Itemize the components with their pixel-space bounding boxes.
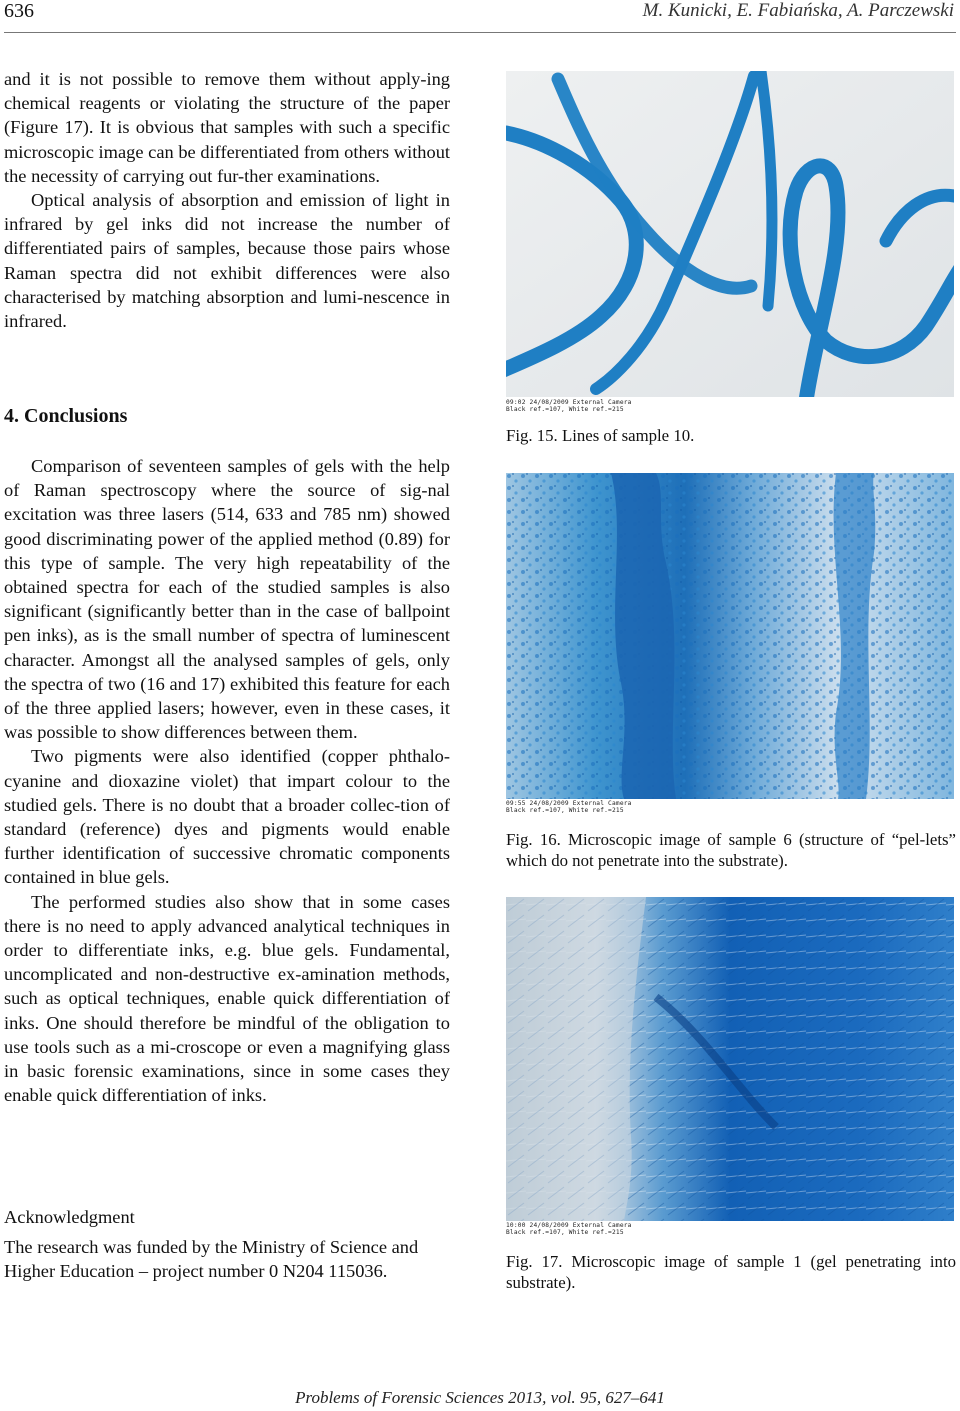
- figure-16-caption: Fig. 16. Microscopic image of sample 6 (structure of “pel-lets” which do not penetrate into the substrate).: [506, 830, 956, 870]
- stamp-line: 10:00 24/08/2009 External Camera: [506, 1222, 632, 1229]
- paragraph-conclusions-3: The performed studies also show that in some cases there is no need to apply advanced analytical techniques in order to differentiate inks, e.g. blue gels. Fundamental, uncomplicated and non-destructive ex-amination methods, such as optical techniques, enable quick differentiation of inks. One should therefore be mindful of the obligation to use tools such as a mi-croscope or even a magnifying glass in basic forensic examinations, since in some cases they enable quick differentiation of inks.: [4, 891, 450, 1106]
- paragraph-continued: and it is not possible to remove them without apply-ing chemical reagents or violating the structure of the paper (Figure 17). It is obvious that samples with such a specific microscopic image can be differentiated from others without the necessity of carrying out fur-ther examinations.: [4, 69, 450, 186]
- figure-16-stamp: [506, 800, 632, 814]
- figure-17-caption: Fig. 17. Microscopic image of sample 1 (gel penetrating into substrate).: [506, 1252, 956, 1292]
- header-divider: [4, 32, 956, 33]
- figure-17-stamp: [506, 1222, 632, 1236]
- stamp-line: Black ref.=107, White ref.=215: [506, 807, 624, 814]
- paragraph-conclusions-1: Comparison of seventeen samples of gels with the help of Raman spectroscopy where the source of sig-nal excitation was three lasers (514, 633 and 785 nm) showed good discriminating power of the applied method (0.89) for this type of sample. The very high repeatability of the obtained spectra for each of the studied samples is also significant (significantly better than in the case of ballpoint pen inks), as is the small number of spectra of luminescent character. Amongst all the analysed samples of gels, only the spectra of two (16 and 17) exhibited this feature for each of the three applied lasers; however, even in these cases, it was possible to show differences between them.: [4, 456, 450, 743]
- left-column-top: [4, 67, 450, 333]
- stamp-line: 09:02 24/08/2009 External Camera: [506, 399, 632, 406]
- stamp-line: 09:55 24/08/2009 External Camera: [506, 800, 632, 807]
- figure-15-stamp: [506, 399, 632, 413]
- figure-16-image: [506, 473, 954, 799]
- left-column-conclusions: [4, 454, 450, 1107]
- acknowledgment-text: The research was funded by the Ministry of Science and Higher Education – project number 0 N204 115036.: [4, 1237, 419, 1282]
- section-title: 4. Conclusions: [4, 405, 128, 427]
- figure-15-image: [506, 71, 954, 397]
- journal-footer: Problems of Forensic Sciences 2013, vol. 95, 627–641: [295, 1388, 665, 1407]
- running-header-authors: M. Kunicki, E. Fabiańska, A. Parczewski: [642, 0, 954, 21]
- stamp-line: Black ref.=107, White ref.=215: [506, 1229, 624, 1236]
- stamp-line: Black ref.=107, White ref.=215: [506, 406, 624, 413]
- figure-17-image: [506, 897, 954, 1221]
- page-number: 636: [4, 0, 34, 22]
- paragraph-conclusions-2: Two pigments were also identified (copper phthalo-cyanine and dioxazine violet) that impart colour to the studied gels. There is no doubt that a broader collec-tion of standard (reference) dyes and pigments would enable further identification of successive chromatic components contained in blue gels.: [4, 746, 450, 888]
- figure-15-caption: Fig. 15. Lines of sample 10.: [506, 426, 695, 445]
- paragraph-optical-analysis: Optical analysis of absorption and emission of light in infrared by gel inks did not increase the number of differentiated pairs of samples, because those pairs whose Raman spectra did not exhibit differences were also characterised by matching absorption and lumi-nescence in infrared.: [4, 190, 450, 332]
- acknowledgment-title: Acknowledgment: [4, 1207, 135, 1227]
